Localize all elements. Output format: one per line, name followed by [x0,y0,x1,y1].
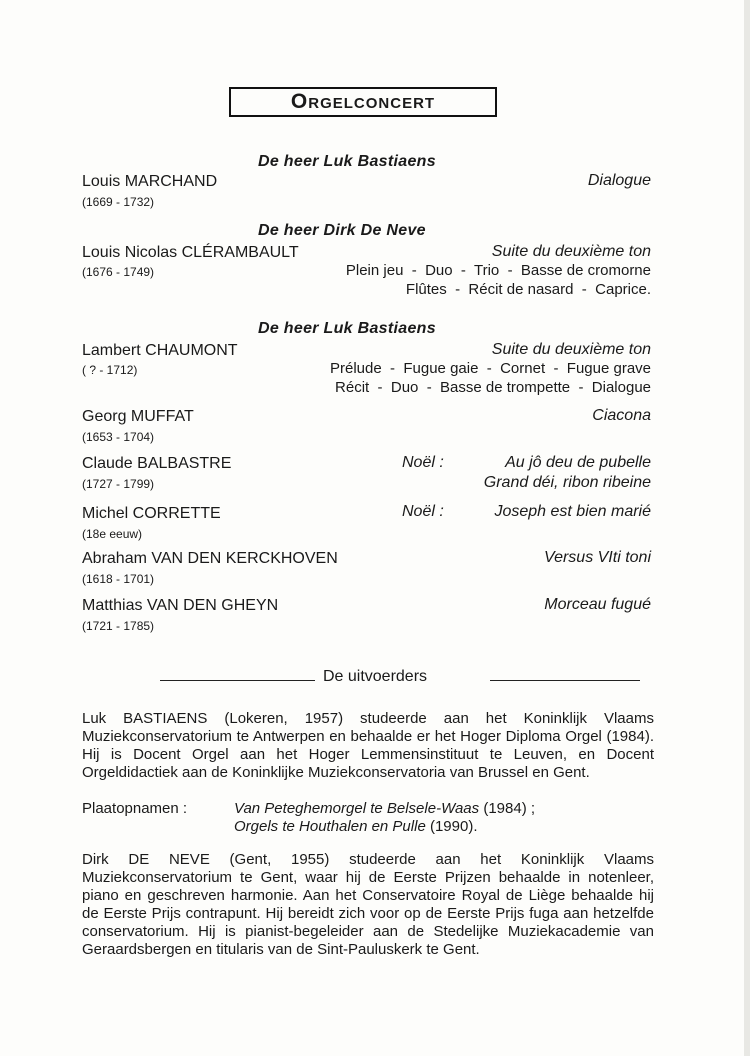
composer-name: Georg MUFFAT [82,408,194,425]
work-title: Joseph est bien marié [494,503,651,520]
section-title-text: De uitvoerders [315,668,435,685]
recording-title: Van Peteghemorgel te Belsele-Waas [234,800,480,817]
noel-label: Noël : [402,503,444,520]
composer-dates: (1653 - 1704) [82,430,155,444]
noel-label: Noël : [402,454,444,471]
section-rule-right [490,680,640,681]
composer-dates: (1727 - 1799) [82,477,155,491]
bio-paragraph: Dirk DE NEVE (Gent, 1955) studeerde aan het Koninklijk Vlaams Muziekconservatorium te Gent, waar hij de Eerste Prijzen behaalde in notenleer, piano en geschreven harmonie. Aan het Conservatoire Royal de Liège behaalde hij de Eerste Prijs contrapunt. Hij bereidt zich voor op de Eerste Prijs fuga aan hetzelfde conservatorium. Hij is pianist-begeleider aan de Stedelijke Muziekacademie van Geraardsbergen en titularis van de Sint-Pauluskerk te Gent. [82,851,654,958]
composer-dates: (18e eeuw) [82,527,143,541]
composer-name: Lambert CHAUMONT [82,342,238,359]
page-title: Orgelconcert [290,90,436,113]
composer-dates: ( ? - 1712) [82,363,138,377]
performer-heading: De heer Dirk De Neve [258,222,426,239]
title-box [229,87,497,117]
composer-name: Louis MARCHAND [82,173,218,190]
section-title [0,668,750,686]
work-title: Au jô deu de pubelle [505,454,651,471]
recording-item [234,800,535,817]
composer-name: Claude BALBASTRE [82,455,232,472]
page-edge [744,0,750,1056]
composer-dates: (1669 - 1732) [82,195,155,209]
composer-name: Abraham VAN DEN KERCKHOVEN [82,550,338,567]
work-title: Suite du deuxième ton [491,341,651,358]
composer-name: Louis Nicolas CLÉRAMBAULT [82,244,299,261]
composer-dates: (1676 - 1749) [82,265,155,279]
composer-name: Michel CORRETTE [82,505,221,522]
composer-name: Matthias VAN DEN GHEYN [82,597,279,614]
work-title: Morceau fugué [544,596,651,613]
work-title: Ciacona [592,407,651,424]
performer-heading: De heer Luk Bastiaens [258,320,436,337]
work-title: Dialogue [587,172,651,189]
recording-year: (1984) ; [483,800,536,817]
recording-item [234,818,478,835]
bio-paragraph: Luk BASTIAENS (Lokeren, 1957) studeerde aan het Koninklijk Vlaams Muziekconservatorium te Antwerpen en behaalde er het Hoger Diploma Orgel (1984). Hij is Docent Orgel aan het Hoger Lemmensinstituut te Leuven, en Docent Orgeldidactiek aan de Koninklijke Muziekconservatoria van Brussel en Gent. [82,710,654,781]
work-movements: Prélude - Fugue gaie - Cornet - Fugue grave [330,360,651,377]
work-movements: Flûtes - Récit de nasard - Caprice. [405,281,651,298]
performer-heading: De heer Luk Bastiaens [258,153,436,170]
work-movements: Récit - Duo - Basse de trompette - Dialogue [335,379,651,396]
composer-dates: (1721 - 1785) [82,619,155,633]
recording-year: (1990). [429,818,478,835]
work-movements: Plein jeu - Duo - Trio - Basse de cromorne [345,262,651,279]
work-title: Suite du deuxième ton [491,243,651,260]
work-title: Versus VIti toni [543,549,651,566]
work-title: Grand déi, ribon ribeine [483,474,651,491]
composer-dates: (1618 - 1701) [82,572,155,586]
recordings-label: Plaatopnamen : [82,800,188,817]
recording-title: Orgels te Houthalen en Pulle [234,818,426,835]
